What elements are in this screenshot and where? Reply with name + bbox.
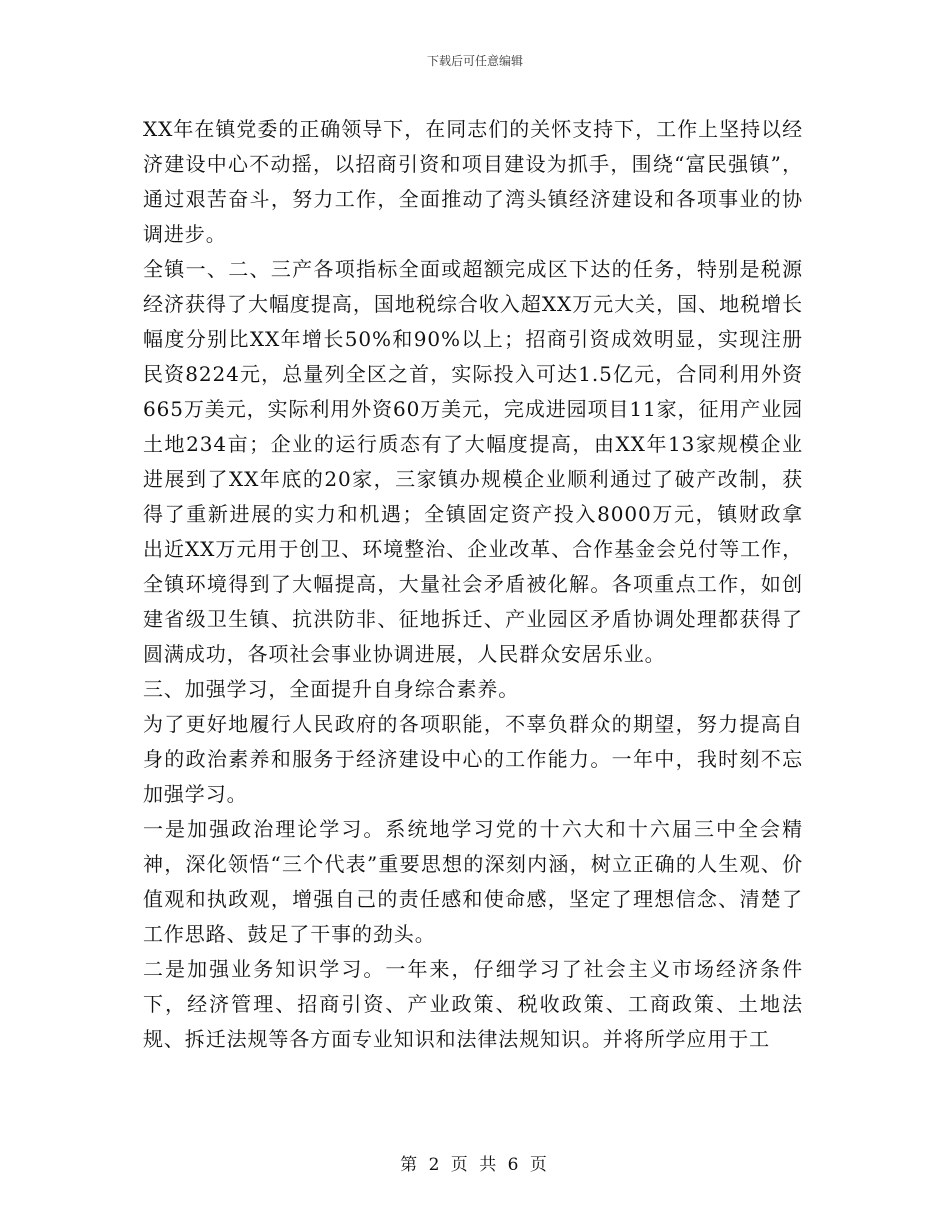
paragraph-political-theory: 一是加强政治理论学习。系统地学习党的十六大和十六届三中全会精神，深化领悟“三个代表”重要思想的深刻内涵，树立正确的人生观、价值观和执政观，增强自己的责任感和使命感，坚定了理想信念、清楚了工作思路、鼓足了干事的劲头。 — [143, 817, 803, 946]
page-header: 下载后可任意编辑 — [426, 54, 523, 68]
paragraph-study-intro: 为了更好地履行人民政府的各项职能，不辜负群众的期望，努力提高自身的政治素养和服务于经济建设中心的工作能力。一年中，我时刻不忘加强学习。 — [143, 712, 803, 806]
document-body — [143, 112, 803, 1057]
paragraph-achievements: 全镇一、二、三产各项指标全面或超额完成区下达的任务，特别是税源经济获得了大幅度提高，国地税综合收入超XX万元大关，国、地税增长幅度分别比XX年增长50%和90%以上；招商引资成效明显，实现注册民资8224元，总量列全区之首，实际投入可达1.5亿元，合同利用外资665万美元，实际利用外资60万美元，完成进园项目11家，征用产业园土地234亩；企业的运行质态有了大幅度提高，由XX年13家规模企业进展到了XX年底的20家，三家镇办规模企业顺利通过了破产改制，获得了重新进展的实力和机遇；全镇固定资产投入8000万元，镇财政拿出近XX万元用于创卫、环境整治、企业改革、合作基金会兑付等工作，全镇环境得到了大幅提高，大量社会矛盾被化解。各项重点工作，如创建省级卫生镇、抗洪防非、征地拆迁、产业园区矛盾协调处理都获得了圆满成功，各项社会事业协调进展，人民群众安居乐业。 — [143, 257, 803, 666]
paragraph-business-knowledge: 二是加强业务知识学习。一年来，仔细学习了社会主义市场经济条件下，经济管理、招商引资、产业政策、税收政策、工商政策、土地法规、拆迁法规等各方面专业知识和法律法规知识。并将所学应用于工 — [143, 957, 803, 1051]
page-number-footer: 第 2 页 共 6 页 — [400, 1155, 550, 1175]
section-heading-study: 三、加强学习，全面提升自身综合素养。 — [143, 677, 520, 701]
paragraph-intro: XX年在镇党委的正确领导下，在同志们的关怀支持下，工作上坚持以经济建设中心不动摇，以招商引资和项目建设为抓手，围绕“富民强镇”，通过艰苦奋斗，努力工作，全面推动了湾头镇经济建设和各项事业的协调进步。 — [143, 117, 803, 246]
